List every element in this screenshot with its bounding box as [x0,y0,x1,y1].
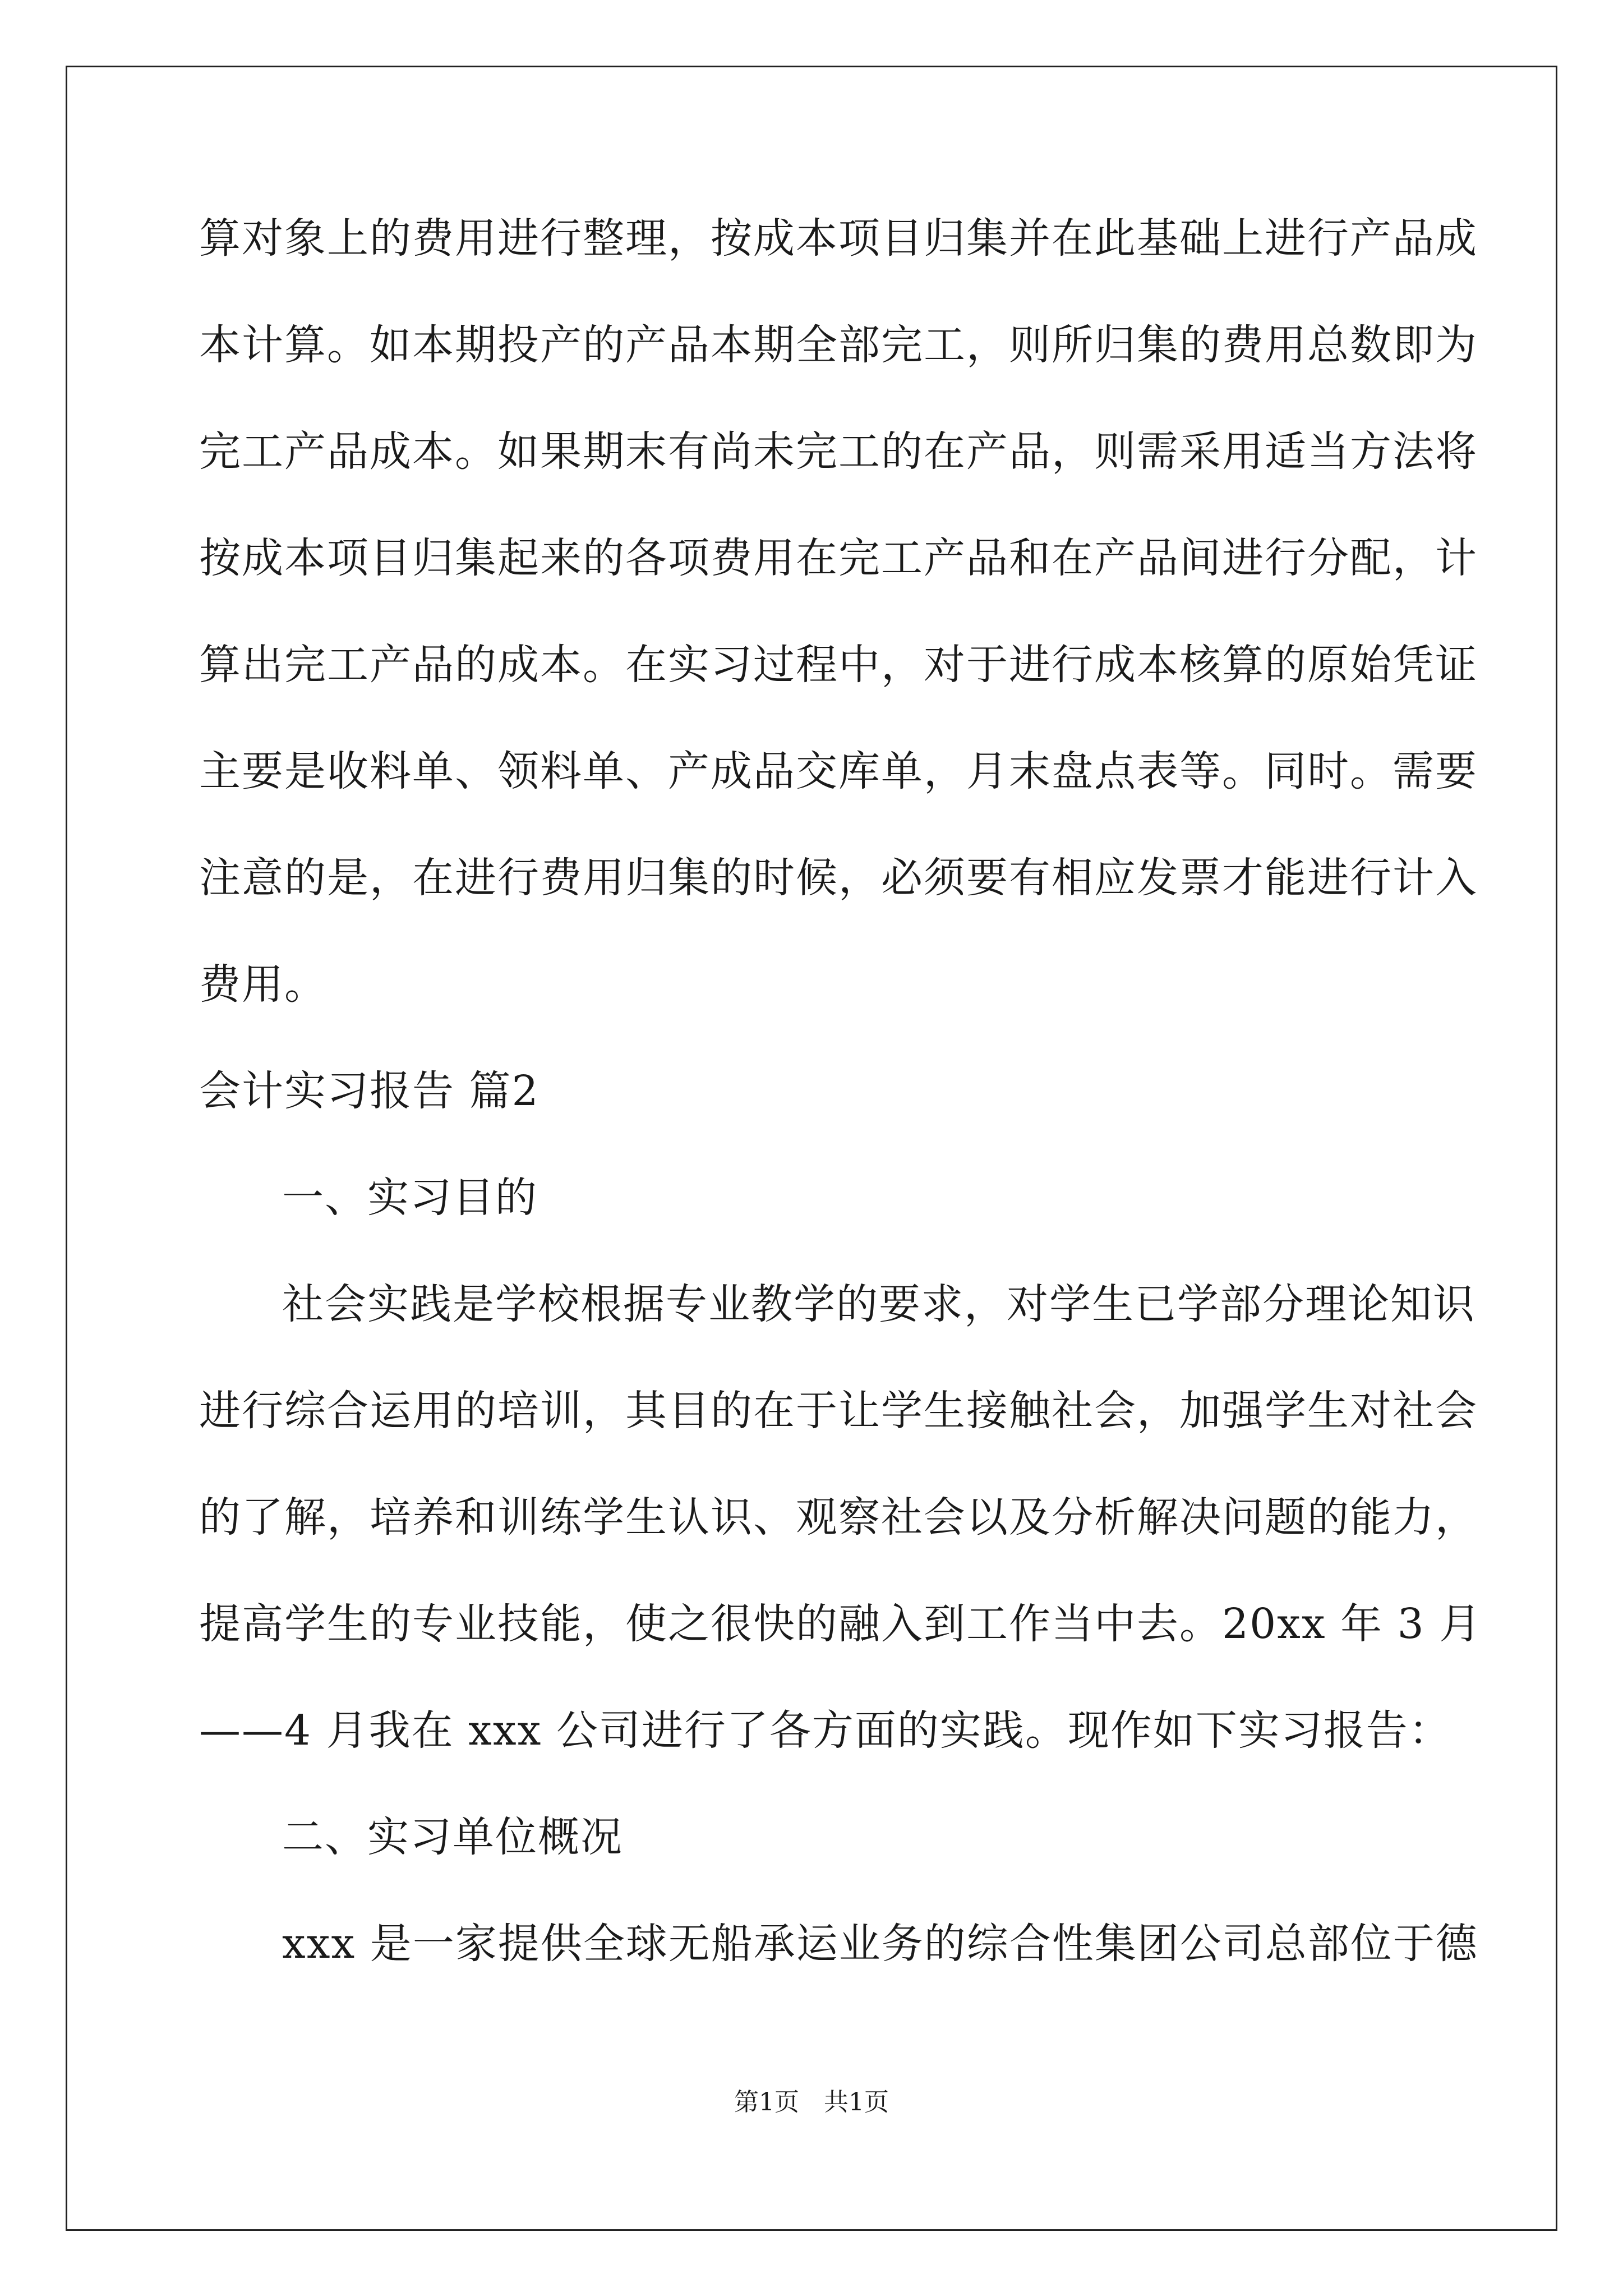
paragraph-line: 本计算。如本期投产的产品本期全部完工，则所归集的费用总数即为 [199,321,1478,369]
paragraph-line: ——4 月我在 xxx 公司进行了各方面的实践。现作如下实习报告： [199,1706,1451,1755]
paragraph-line: 注意的是，在进行费用归集的时候，必须要有相应发票才能进行计入 [199,854,1478,902]
paragraph-line: 主要是收料单、领料单、产成品交库单，月末盘点表等。同时。需要 [199,747,1478,795]
paragraph-line: 算出完工产品的成本。在实习过程中，对于进行成本核算的原始凭证 [199,641,1478,689]
page-number: 第1页 共1页 [734,2088,889,2116]
paragraph-line: 的了解，培养和训练学生认识、观察社会以及分析解决问题的能力， [199,1493,1478,1542]
section-title: 会计实习报告 篇2 [199,1067,540,1115]
page-border [66,66,1557,2231]
paragraph-line: 算对象上的费用进行整理，按成本项目归集并在此基础上进行产品成 [199,214,1478,263]
paragraph-line: 完工产品成本。如果期末有尚未完工的在产品，则需采用适当方法将 [199,427,1478,476]
paragraph-line: 提高学生的专业技能，使之很快的融入到工作当中去。20xx 年 3 月 [199,1600,1482,1648]
paragraph-line: 按成本项目归集起来的各项费用在完工产品和在产品间进行分配，计 [199,534,1478,582]
paragraph-line: 进行综合运用的培训，其目的在于让学生接触社会，加强学生对社会 [199,1387,1478,1435]
paragraph-line: 费用。 [199,960,327,1009]
paragraph-line: xxx 是一家提供全球无船承运业务的综合性集团公司总部位于德 [282,1920,1478,1968]
section-heading: 二、实习单位概况 [282,1813,623,1861]
section-heading: 一、实习目的 [282,1174,538,1222]
paragraph-line: 社会实践是学校根据专业教学的要求，对学生已学部分理论知识 [282,1280,1476,1328]
